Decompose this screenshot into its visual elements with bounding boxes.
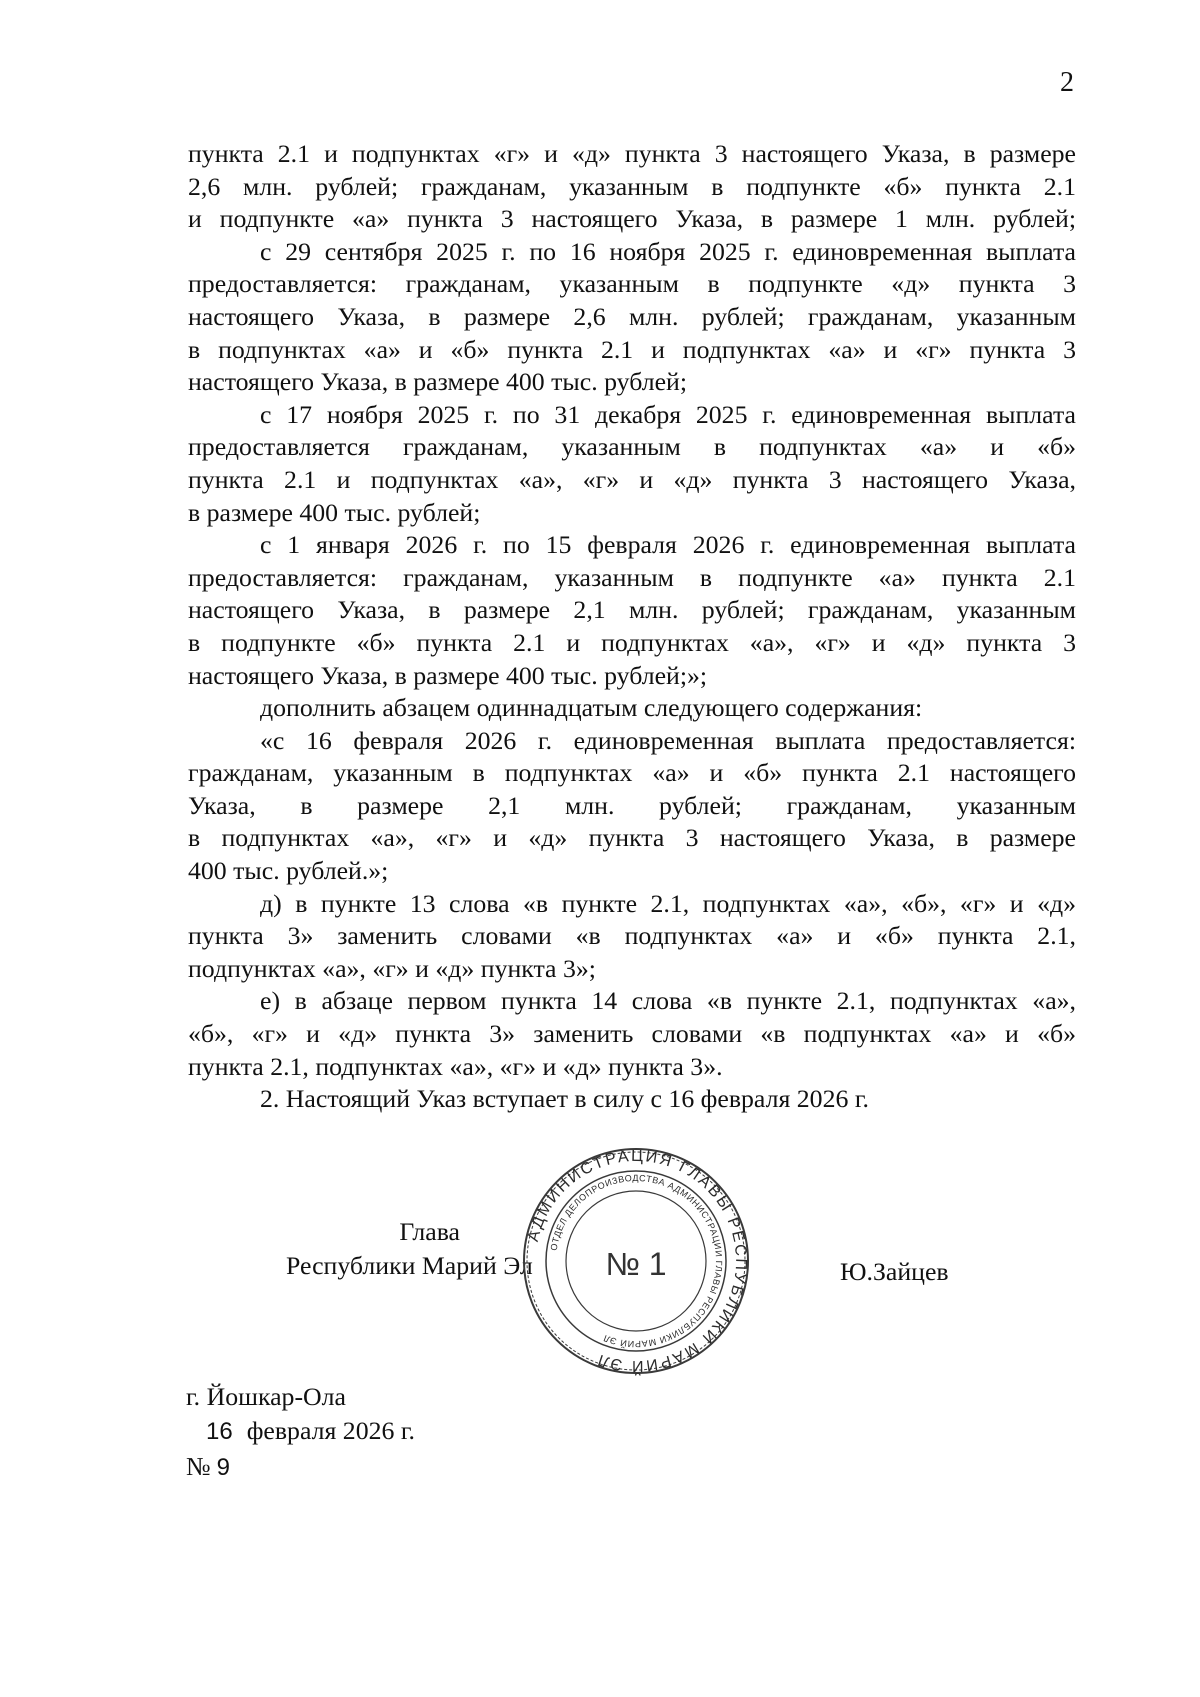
text-line: Указа, в размере 2,1 млн. рублей; гражданам, указанным: [188, 790, 1076, 820]
signatory-name: Ю.Зайцев: [840, 1257, 949, 1286]
text-line: предоставляется: гражданам, указанным в подпункте «а» пункта 2.1: [188, 562, 1076, 592]
text-line: 2,6 млн. рублей; гражданам, указанным в подпункте «б» пункта 2.1: [188, 171, 1076, 201]
text-line: «б», «г» и «д» пункта 3» заменить словами «в подпунктах «а» и «б»: [188, 1019, 1076, 1049]
text-line: предоставляется: гражданам, указанным в подпункте «д» пункта 3: [188, 269, 1076, 299]
text-line: 400 тыс. рублей.»;: [188, 856, 389, 886]
document-number-value: 9: [216, 1454, 230, 1481]
text-line: пункта 2.1 и подпунктах «г» и «д» пункта 3 настоящего Указа, в размере: [188, 139, 1076, 168]
text-line: с 17 ноября 2025 г. по 31 декабря 2025 г. единовременная выплата: [260, 399, 1076, 429]
text-line: предоставляется гражданам, указанным в подпунктах «а» и «б»: [188, 432, 1076, 462]
text-line: с 29 сентября 2025 г. по 16 ноября 2025 г. единовременная выплата: [260, 236, 1076, 266]
text-line: настоящего Указа, в размере 2,6 млн. рублей; гражданам, указанным: [188, 301, 1076, 331]
document-number-label: №: [186, 1452, 211, 1481]
issue-city: г. Йошкар-Ола: [186, 1382, 346, 1411]
text-line: в подпунктах «а» и «б» пункта 2.1 и подпунктах «а» и «г» пункта 3: [188, 334, 1076, 364]
seal-number: № 1: [605, 1246, 667, 1282]
text-line: в размере 400 тыс. рублей;: [188, 497, 481, 527]
text-line: «с 16 февраля 2026 г. единовременная выплата предоставляется:: [260, 725, 1076, 755]
text-line: пункта 2.1, подпунктах «а», «г» и «д» пункта 3».: [188, 1051, 723, 1081]
decree-body: [188, 138, 1076, 1116]
text-line: настоящего Указа, в размере 400 тыс. рублей;»;: [188, 660, 708, 690]
seal-outer-text: АДМИНИСТРАЦИЯ ГЛАВЫ РЕСПУБЛИКИ МАРИЙ ЭЛ: [524, 1147, 750, 1375]
official-seal-stamp: [520, 1145, 752, 1377]
signatory-republic: Республики Марий Эл: [286, 1251, 533, 1280]
text-line: д) в пункте 13 слова «в пункте 2.1, подпунктах «а», «б», «г» и «д»: [260, 888, 1076, 918]
text-line: в подпунктах «а», «г» и «д» пункта 3 настоящего Указа, в размере: [188, 823, 1076, 853]
issue-day: 16: [206, 1418, 233, 1445]
document-number: [186, 1450, 230, 1485]
text-line: с 1 января 2026 г. по 15 февраля 2026 г. единовременная выплата: [260, 530, 1076, 560]
page-number: 2: [1060, 67, 1074, 98]
text-line: настоящего Указа, в размере 2,1 млн. рублей; гражданам, указанным: [188, 595, 1076, 625]
text-line: е) в абзаце первом пункта 14 слова «в пункте 2.1, подпунктах «а»,: [260, 986, 1076, 1016]
text-line: дополнить абзацем одиннадцатым следующего содержания:: [260, 693, 923, 723]
text-line: и подпункте «а» пункта 3 настоящего Указа, в размере 1 млн. рублей;: [188, 204, 1076, 234]
issue-date: [206, 1414, 415, 1449]
text-line: настоящего Указа, в размере 400 тыс. рублей;: [188, 367, 688, 397]
text-line: в подпункте «б» пункта 2.1 и подпунктах «а», «г» и «д» пункта 3: [188, 627, 1076, 657]
text-line: подпунктах «а», «г» и «д» пункта 3»;: [188, 953, 596, 983]
text-line: гражданам, указанным в подпунктах «а» и «б» пункта 2.1 настоящего: [188, 758, 1076, 788]
seal-inner-text: ОТДЕЛ ДЕЛОПРОИЗВОДСТВА АДМИНИСТРАЦИИ ГЛАВЫ РЕСПУБЛИКИ МАРИЙ ЭЛ: [548, 1172, 725, 1350]
text-line: пункта 3» заменить словами «в подпунктах «а» и «б» пункта 2.1,: [188, 921, 1076, 951]
text-line: пункта 2.1 и подпунктах «а», «г» и «д» пункта 3 настоящего Указа,: [188, 464, 1076, 494]
text-line: 2. Настоящий Указ вступает в силу с 16 февраля 2026 г.: [260, 1084, 869, 1114]
signatory-title: Глава: [399, 1217, 460, 1246]
issue-month-year: февраля 2026 г.: [246, 1416, 415, 1445]
